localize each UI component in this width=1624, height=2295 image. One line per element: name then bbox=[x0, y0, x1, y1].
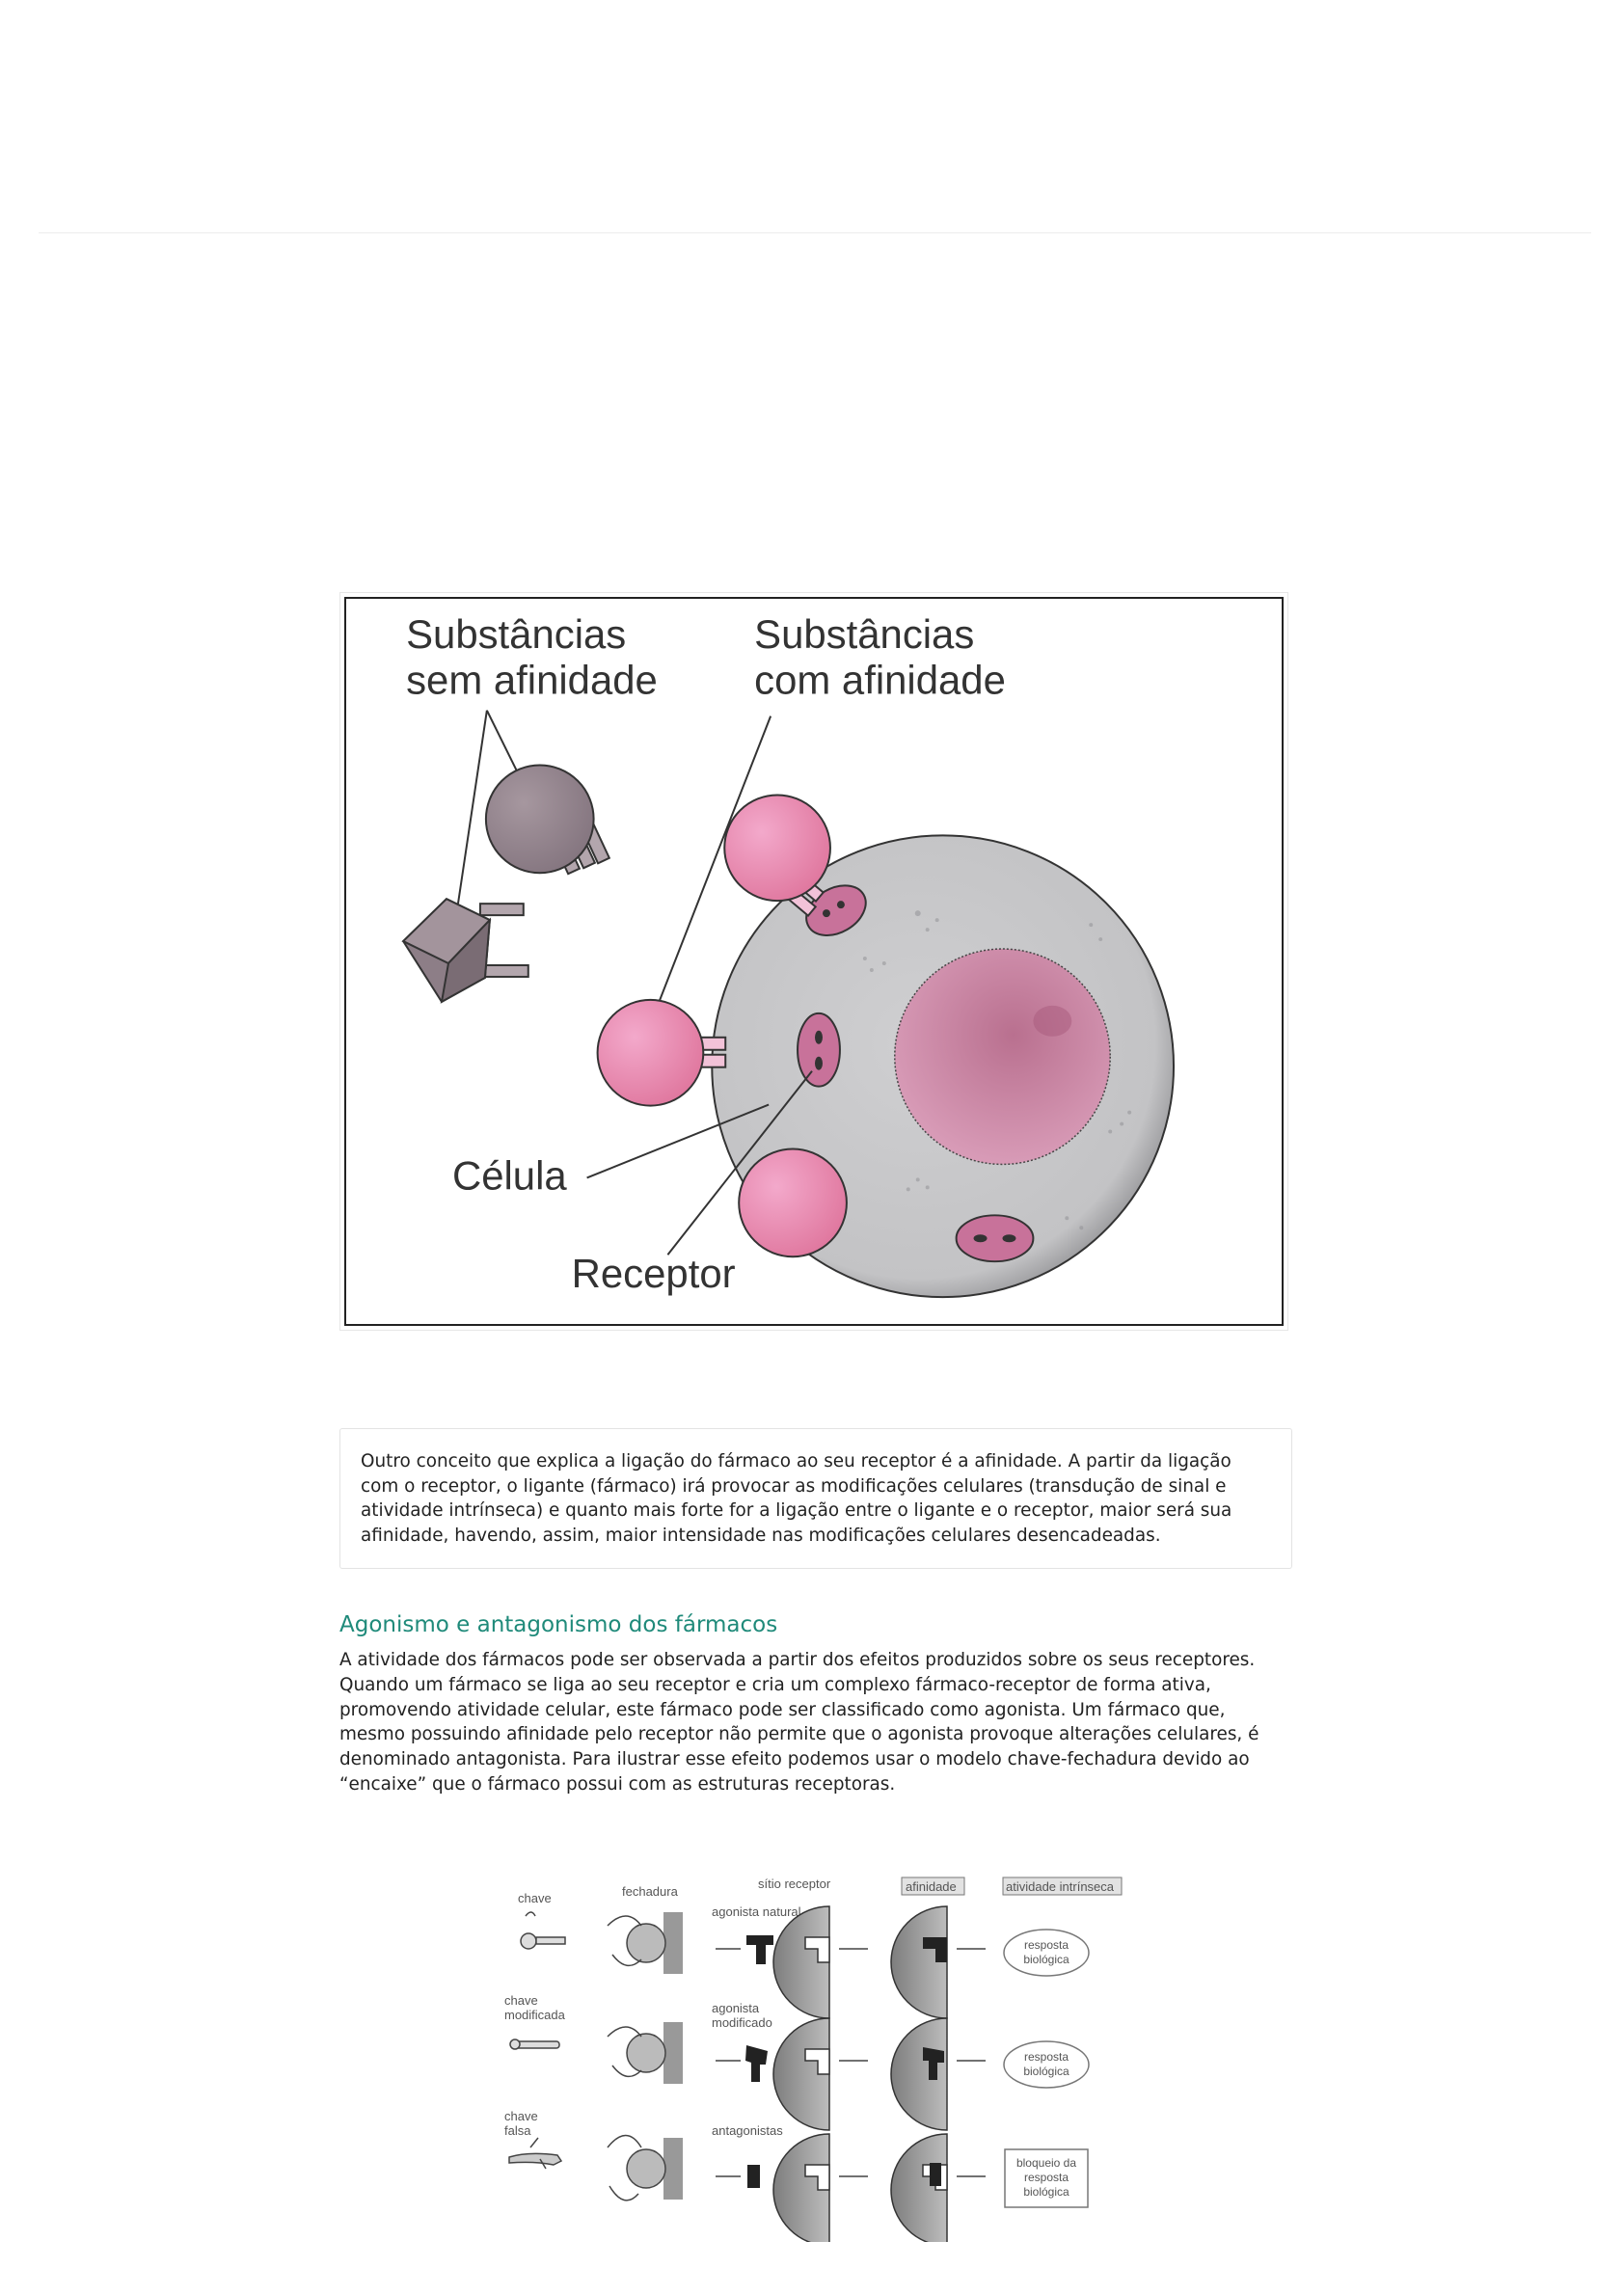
cell-receptor-illustration bbox=[340, 593, 1287, 1330]
affinity-note: Outro conceito que explica a ligação do fármaco ao seu receptor é a afinidade. A partir da ligação com o receptor, o ligante (fármaco) irá provocar as modificações celulares (transdução de sinal e atividade intrínseca) e quanto mais forte for a ligação entre o ligante e o receptor, maior será sua afinidade, havendo, assim, maior intensidade nas modificações celulares desencadeadas. bbox=[339, 1428, 1292, 1569]
row3-result-2: resposta bbox=[1023, 2171, 1069, 2184]
affinity-ball-bound-bottom bbox=[739, 1148, 847, 1256]
row2-drug-label-2: modificado bbox=[712, 2015, 772, 2030]
row-modified bbox=[504, 1993, 1089, 2130]
figure-cell-receptor bbox=[339, 592, 1288, 1331]
false-key-icon bbox=[509, 2138, 561, 2169]
header-sitio-receptor: sítio receptor bbox=[758, 1876, 831, 1891]
row-antagonist bbox=[504, 2109, 1088, 2242]
lock-icon bbox=[608, 2136, 683, 2200]
receptor-bottom bbox=[957, 1215, 1034, 1261]
label-cell: Célula bbox=[451, 1152, 567, 1199]
section-body: A atividade dos fármacos pode ser observada a partir dos efeitos produzidos sobre os seus receptores. Quando um fármaco se liga ao seu receptor e cria um complexo fármaco-receptor de forma ativa, promovendo atividade celular, este fármaco pode ser classificado como agonista. Um fármaco que, mesmo possuindo afinidade pelo receptor não permite que o agonista provoque alterações celulares, é denominado antagonista. Para ilustrar esse efeito podemos usar o modelo chave-fechadura devido ao “encaixe” que o fármaco possui com as estruturas receptoras. bbox=[339, 1650, 1259, 1795]
row1-drug-label: agonista natural bbox=[712, 1904, 801, 1919]
label-no-affinity-1: Substâncias bbox=[406, 610, 627, 657]
lock-icon bbox=[608, 2022, 683, 2084]
row3-drug-label: antagonistas bbox=[712, 2123, 783, 2138]
header-atividade-intrinseca: atividade intrínseca bbox=[1006, 1879, 1115, 1894]
row1-result-2: biológica bbox=[1023, 1953, 1069, 1966]
row3-key-label-1: chave bbox=[504, 2109, 538, 2123]
label-no-affinity-2: sem afinidade bbox=[406, 657, 658, 703]
label-affinity-1: Substâncias bbox=[754, 610, 975, 657]
nucleus bbox=[895, 949, 1110, 1164]
top-divider bbox=[39, 232, 1591, 233]
lock-icon bbox=[608, 1912, 683, 1974]
section-title: Agonismo e antagonismo dos fármacos bbox=[339, 1612, 778, 1637]
row2-drug-label-1: agonista bbox=[712, 2001, 760, 2015]
key-icon bbox=[521, 1912, 565, 1949]
row2-key-label-2: modificada bbox=[504, 2008, 565, 2022]
row-natural bbox=[521, 1904, 1089, 2018]
label-receptor: Receptor bbox=[571, 1251, 736, 1297]
row1-result-1: resposta bbox=[1023, 1938, 1069, 1952]
figure-lock-key-model bbox=[501, 1868, 1128, 2242]
row3-result-3: biológica bbox=[1023, 2185, 1069, 2199]
header-chave: chave bbox=[518, 1891, 552, 1905]
row2-result-1: resposta bbox=[1023, 2050, 1069, 2064]
modified-key-icon bbox=[510, 2039, 559, 2049]
header-afinidade: afinidade bbox=[906, 1879, 957, 1894]
affinity-ball-free bbox=[598, 1000, 726, 1106]
row3-key-label-2: falsa bbox=[504, 2123, 531, 2138]
affinity-ball-bound-top bbox=[724, 795, 830, 915]
header-fechadura: fechadura bbox=[622, 1884, 678, 1899]
row3-result-1: bloqueio da bbox=[1015, 2156, 1077, 2170]
no-affinity-ball bbox=[486, 766, 609, 875]
row2-key-label-1: chave bbox=[504, 1993, 538, 2008]
no-affinity-cube bbox=[403, 899, 528, 1002]
row2-result-2: biológica bbox=[1023, 2065, 1069, 2078]
label-affinity-2: com afinidade bbox=[754, 657, 1006, 703]
lock-key-illustration bbox=[501, 1868, 1128, 2242]
receptor-left bbox=[798, 1013, 840, 1087]
